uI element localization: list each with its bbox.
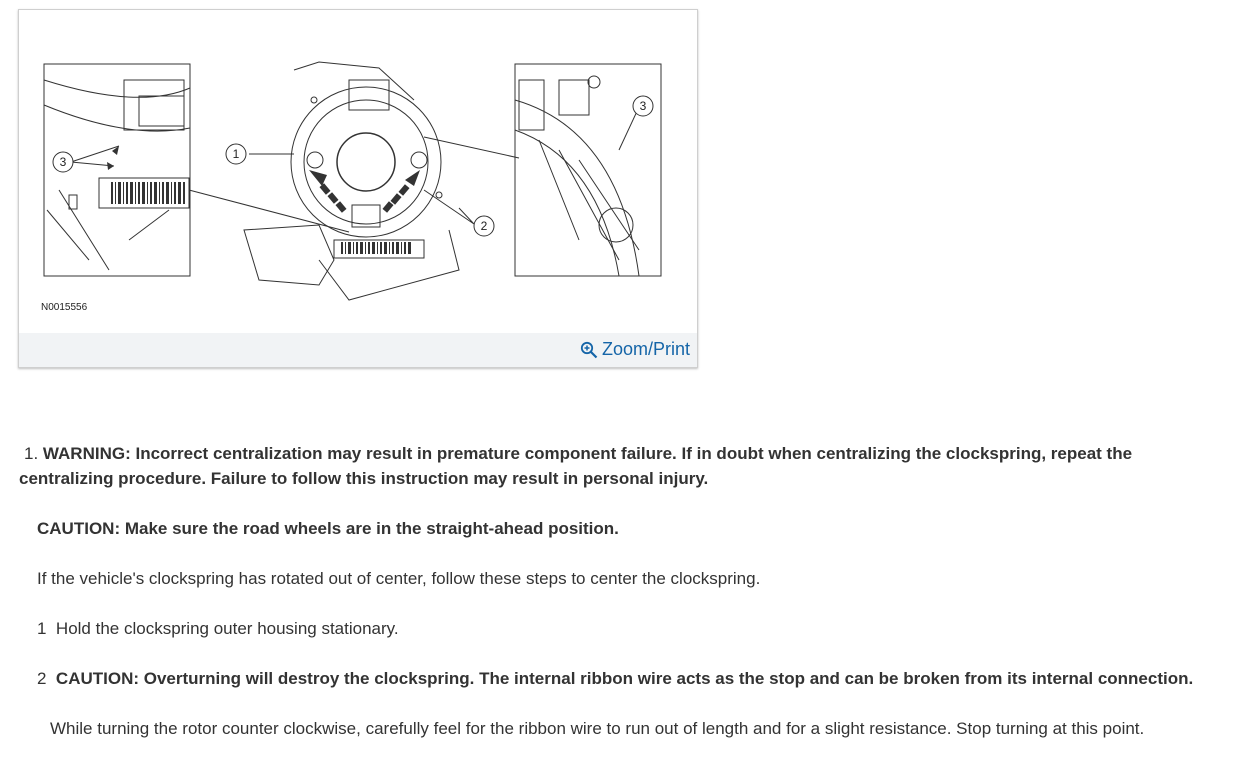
- svg-text:3: 3: [59, 155, 67, 169]
- svg-text:3: 3: [639, 99, 647, 113]
- substep-2: [37, 666, 1193, 691]
- main-clockspring-view: [244, 62, 459, 300]
- substep-2-caution: CAUTION: Overturning will destroy the clockspring. The internal ribbon wire acts as the stop and can be broken from its internal connection.: [55, 669, 1194, 688]
- svg-text:2: 2: [480, 219, 488, 233]
- figure-container: [18, 9, 698, 368]
- figure-footer: [19, 333, 697, 367]
- step-1-warning: [19, 441, 1219, 491]
- zoom-in-icon: [580, 341, 598, 359]
- substep-1-text: Hold the clockspring outer housing stationary.: [55, 619, 399, 638]
- callout-2: [474, 216, 494, 236]
- intro-text: If the vehicle's clockspring has rotated out of center, follow these steps to center the clockspring.: [37, 569, 761, 588]
- substep-2-number: 2: [37, 669, 47, 688]
- figure-id-label: N0015556: [41, 302, 88, 313]
- caution-road-wheels: CAUTION: Make sure the road wheels are in the straight-ahead position.: [37, 519, 619, 538]
- zoom-print-label: Zoom/Print: [601, 339, 690, 359]
- zoom-print-link[interactable]: [580, 339, 690, 360]
- callout-3-right: [633, 96, 653, 116]
- right-detail-inset: [515, 64, 661, 276]
- svg-text:1: 1: [232, 147, 240, 161]
- substep-1-number: 1: [37, 619, 47, 638]
- clockspring-diagram: [19, 10, 697, 332]
- callout-3-left: [53, 152, 73, 172]
- step-1-warning-text: WARNING: Incorrect centralization may result in premature component failure. If in doubt when centralizing the clockspring, repeat the centralizing procedure. Failure to follow this instruction may result in personal injury.: [19, 444, 1133, 488]
- substep-2-text: While turning the rotor counter clockwise, carefully feel for the ribbon wire to run out of length and for a slight resistance. Stop turning at this point.: [50, 719, 1145, 738]
- step-1-number: 1.: [24, 444, 39, 463]
- substep-1: [37, 616, 399, 641]
- callout-1: [226, 144, 246, 164]
